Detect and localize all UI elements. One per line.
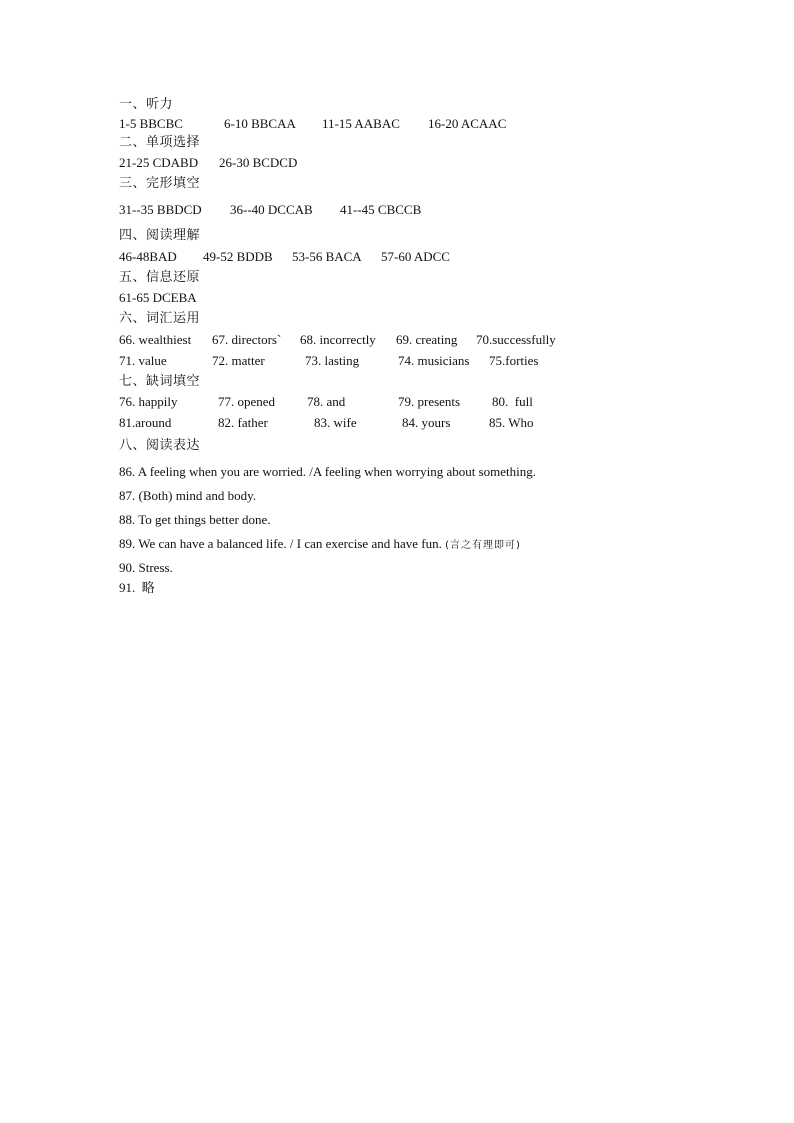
answer-group: 21-25 CDABD [119,155,199,170]
section-4-heading: 四、阅读理解 [119,228,201,243]
answer-item: 79. presents [398,394,461,409]
answer-86: 86. A feeling when you are worried. /A feeling when worrying about something. [119,464,536,479]
answer-item: 82. father [218,415,268,430]
answer-88: 88. To get things better done. [119,512,271,527]
answer-item: 80. full [492,394,533,409]
answer-item: 72. matter [212,353,265,368]
section-8-heading: 八、阅读表达 [119,438,201,453]
answer-group: 57-60 ADCC [381,249,450,264]
answer-91: 91. 略 [119,580,155,595]
section-1-answers [119,116,679,132]
section-6-row-2 [119,353,679,369]
section-2-heading: 二、单项选择 [119,135,201,150]
answer-87: 87. (Both) mind and body. [119,488,257,503]
answer-item: 76. happily [119,394,178,409]
answer-group: 26-30 BCDCD [219,155,298,170]
answer-90: 90. Stress. [119,560,173,575]
section-7-row-2 [119,415,679,431]
section-6-heading: 六、词汇运用 [119,311,201,326]
answer-item: 66. wealthiest [119,332,192,347]
section-3-answers [119,202,679,218]
answer-group: 46-48BAD [119,249,177,264]
section-6-row-1 [119,332,679,348]
answer-89-line [119,536,521,554]
answer-89-note: (言之有理即可) [445,540,521,551]
answer-item: 68. incorrectly [300,332,376,347]
answer-group: 36--40 DCCAB [230,202,313,217]
section-3-heading: 三、完形填空 [119,176,201,191]
answer-item: 74. musicians [398,353,470,368]
answer-item: 67. directors` [212,332,282,347]
answer-group: 49-52 BDDB [203,249,273,264]
section-7-row-1 [119,394,679,410]
answer-item: 84. yours [402,415,451,430]
answer-group: 6-10 BBCAA [224,116,296,131]
answer-group: 16-20 ACAAC [428,116,507,131]
answer-item: 75.forties [489,353,539,368]
answer-item: 71. value [119,353,167,368]
answer-item: 77. opened [218,394,276,409]
answer-item: 83. wife [314,415,357,430]
answer-group: 41--45 CBCCB [340,202,422,217]
section-4-answers [119,249,679,265]
answer-group: 53-56 BACA [292,249,362,264]
answer-group: 31--35 BBDCD [119,202,202,217]
answer-item: 69. creating [396,332,458,347]
answer-item: 78. and [307,394,346,409]
answer-item: 70.successfully [476,332,556,347]
section-5-answers: 61-65 DCEBA [119,290,197,305]
answer-item: 81.around [119,415,172,430]
answer-group: 1-5 BBCBC [119,116,183,131]
answer-item: 85. Who [489,415,534,430]
section-7-heading: 七、缺词填空 [119,374,201,389]
answer-item: 73. lasting [305,353,360,368]
section-2-answers [119,155,679,171]
section-1-heading: 一、听力 [119,97,174,112]
section-5-heading: 五、信息还原 [119,270,201,285]
answer-89: 89. We can have a balanced life. / I can exercise and have fun. [119,536,446,551]
answer-group: 11-15 AABAC [322,116,400,131]
